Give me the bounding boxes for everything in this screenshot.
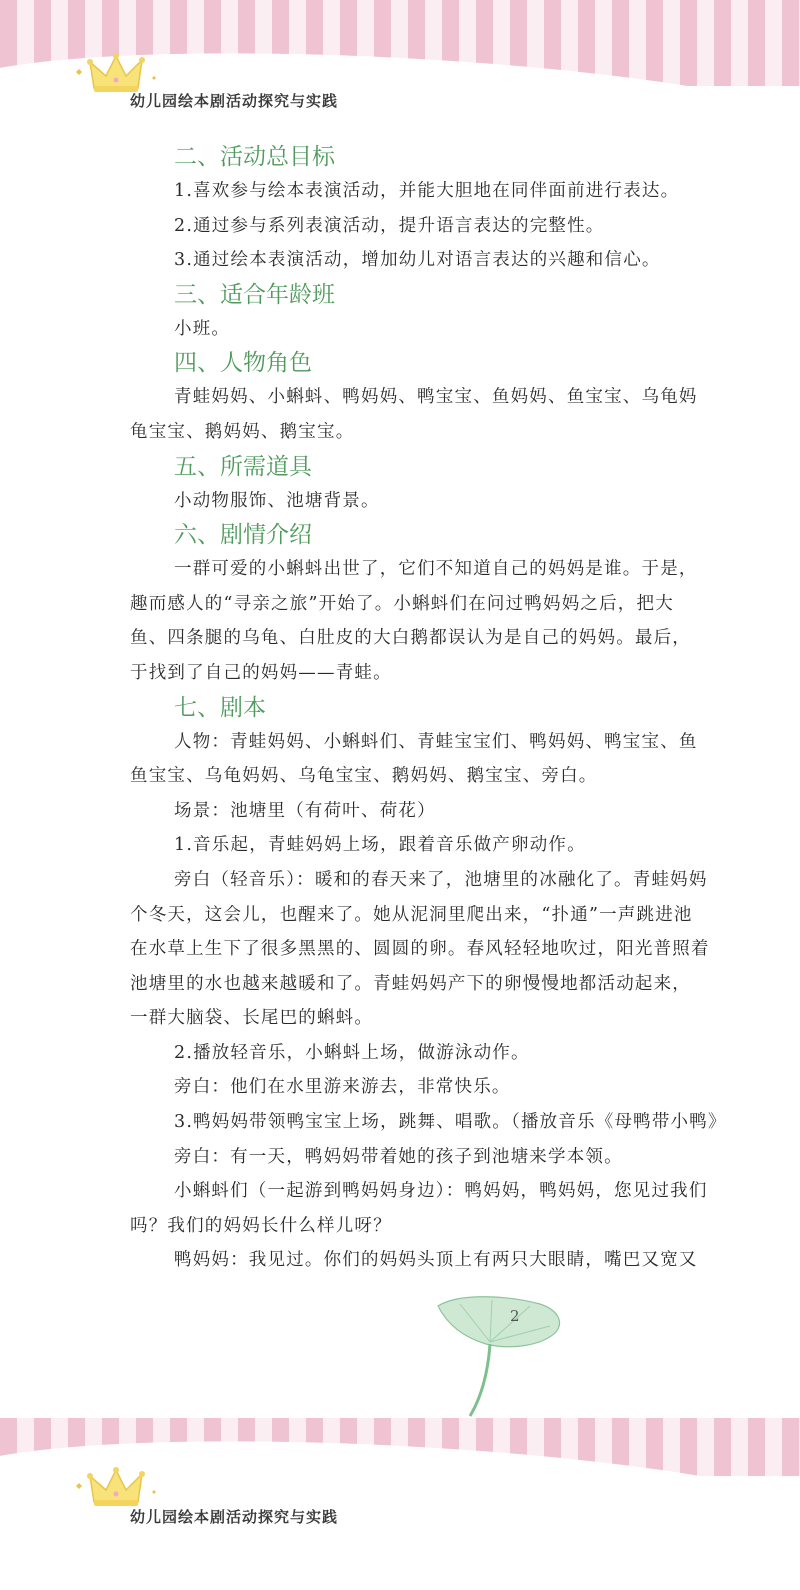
body-line: 一群大脑袋、长尾巴的蝌蚪。 — [130, 1008, 374, 1029]
body-line: 在水草上生下了很多黑黑的、圆圆的卵。春风轻轻地吹过，阳光普照着 — [130, 939, 710, 960]
body-line: 小动物服饰、池塘背景。 — [174, 490, 380, 511]
body-line: 鱼宝宝、乌龟妈妈、乌龟宝宝、鹅妈妈、鹅宝宝、旁白。 — [130, 766, 598, 787]
page-body — [130, 140, 800, 1278]
body-line: 3.鸭妈妈带领鸭宝宝上场，跳舞、唱歌。（播放音乐《母鸭带小鸭》 — [174, 1112, 727, 1133]
section-heading: 二、活动总目标 — [174, 144, 335, 170]
lotus-leaf-icon — [430, 1292, 570, 1418]
body-line: 旁白：有一天，鸭妈妈带着她的孩子到池塘来学本领。 — [174, 1146, 623, 1167]
running-head: 幼儿园绘本剧活动探究与实践 — [130, 92, 339, 110]
body-line: 龟宝宝、鹅妈妈、鹅宝宝。 — [130, 421, 355, 442]
body-line: 池塘里的水也越来越暖和了。青蛙妈妈产下的卵慢慢地都活动起来， — [130, 973, 691, 994]
body-line: 3.通过绘本表演活动，增加幼儿对语言表达的兴趣和信心。 — [174, 250, 661, 271]
crown-icon — [70, 1462, 160, 1510]
body-line: 趣而感人的“寻亲之旅”开始了。小蝌蚪们在问过鸭妈妈之后，把大 — [130, 593, 674, 614]
section-heading: 五、所需道具 — [174, 453, 312, 480]
body-line: 于找到了自己的妈妈——青蛙。 — [130, 662, 392, 683]
body-line: 1.音乐起，青蛙妈妈上场，跟着音乐做产卵动作。 — [174, 835, 586, 856]
body-line: 鱼、四条腿的乌龟、白肚皮的大白鹅都误认为是自己的妈妈。最后， — [130, 628, 691, 649]
body-line: 小蝌蚪们（一起游到鸭妈妈身边）：鸭妈妈，鸭妈妈，您见过我们 — [174, 1181, 708, 1202]
body-line: 旁白（轻音乐）：暖和的春天来了，池塘里的冰融化了。青蛙妈妈 — [174, 869, 708, 890]
crown-icon — [70, 48, 160, 96]
body-line: 鸭妈妈：我见过。你们的妈妈头顶上有两只大眼睛，嘴巴又宽又 — [174, 1250, 698, 1271]
body-line: 2.通过参与系列表演活动，提升语言表达的完整性。 — [174, 215, 605, 236]
section-heading: 三、适合年龄班 — [174, 281, 335, 308]
body-line: 场景：池塘里（有荷叶、荷花） — [174, 800, 436, 821]
body-line: 个冬天，这会儿，也醒来了。她从泥洞里爬出来，“扑通”一声跳进池 — [130, 904, 693, 925]
page-number: 2 — [510, 1307, 520, 1325]
body-line: 2.播放轻音乐，小蝌蚪上场，做游泳动作。 — [174, 1042, 530, 1063]
body-line: 1.喜欢参与绘本表演活动，并能大胆地在同伴面前进行表达。 — [174, 181, 680, 201]
body-line: 小班。 — [174, 318, 231, 339]
body-line: 一群可爱的小蝌蚪出世了，它们不知道自己的妈妈是谁。于是， — [174, 559, 698, 580]
running-head-footer: 幼儿园绘本剧活动探究与实践 — [130, 1508, 339, 1526]
section-heading: 七、剧本 — [174, 694, 266, 721]
body-line: 旁白：他们在水里游来游去，非常快乐。 — [174, 1077, 511, 1098]
section-heading: 六、剧情介绍 — [174, 522, 312, 549]
body-line: 吗？我们的妈妈长什么样儿呀？ — [130, 1215, 392, 1236]
section-heading: 四、人物角色 — [174, 350, 312, 377]
body-line: 人物：青蛙妈妈、小蝌蚪们、青蛙宝宝们、鸭妈妈、鸭宝宝、鱼 — [174, 731, 698, 752]
body-line: 青蛙妈妈、小蝌蚪、鸭妈妈、鸭宝宝、鱼妈妈、鱼宝宝、乌龟妈 — [174, 387, 698, 408]
